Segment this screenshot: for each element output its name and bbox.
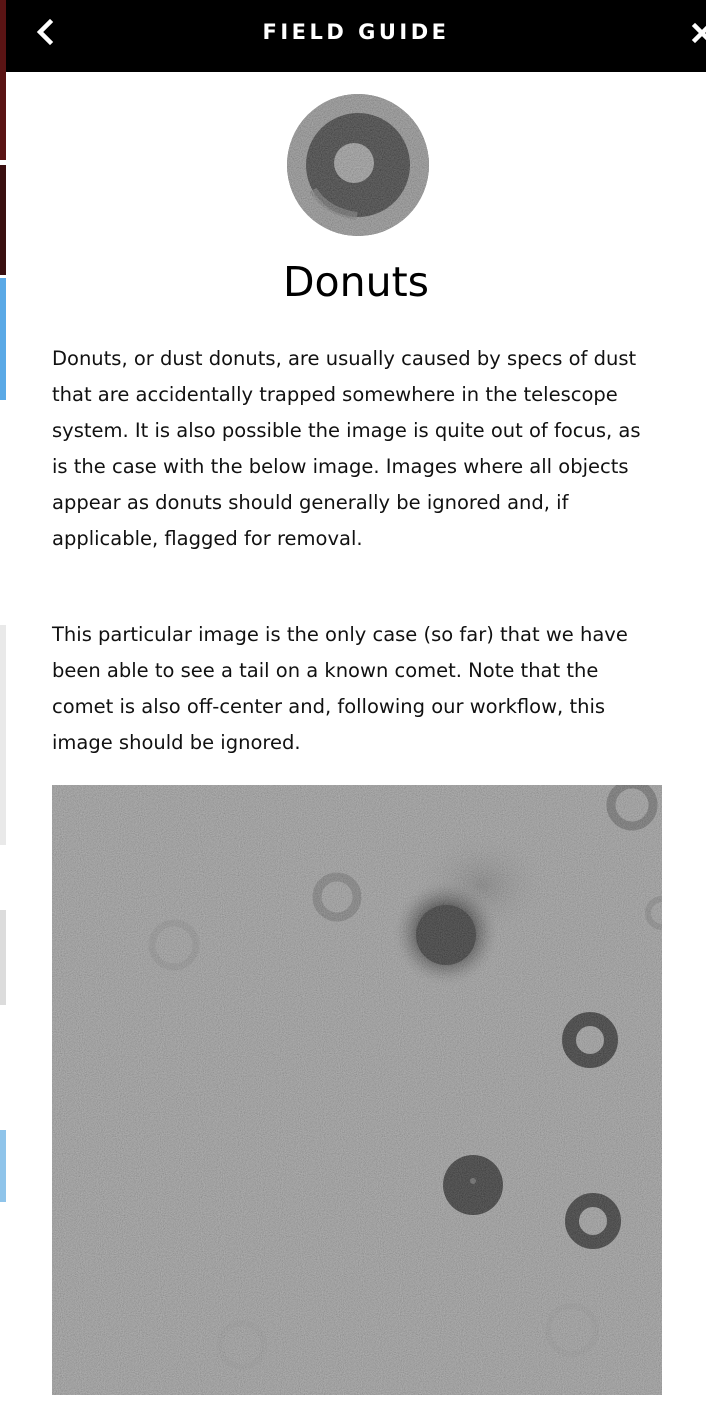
header-title: FIELD GUIDE	[262, 20, 450, 44]
example-image	[52, 785, 662, 1395]
comet-example-image	[52, 785, 662, 1395]
field-guide-panel	[6, 0, 706, 1412]
close-icon	[686, 16, 706, 50]
article-paragraph: This particular image is the only case (so far) that we have been able to see a tail on a known comet. Note that the comet is also off-center and, following our workflow, this image should be ignored.	[52, 623, 628, 754]
donut-thumbnail	[287, 94, 429, 236]
close-button[interactable]	[686, 16, 706, 50]
field-guide-header	[6, 0, 706, 72]
article-title: Donuts	[282, 258, 430, 306]
article-paragraph: Donuts, or dust donuts, are usually caused by specs of dust that are accidentally trapped somewhere in the telescope system. It is also possible the image is quite out of focus, as is the case with the below image. Images where all objects appear as donuts should generally be ignored and, if applicable, flagged for removal.	[52, 347, 641, 550]
donut-thumbnail-image	[287, 94, 429, 236]
